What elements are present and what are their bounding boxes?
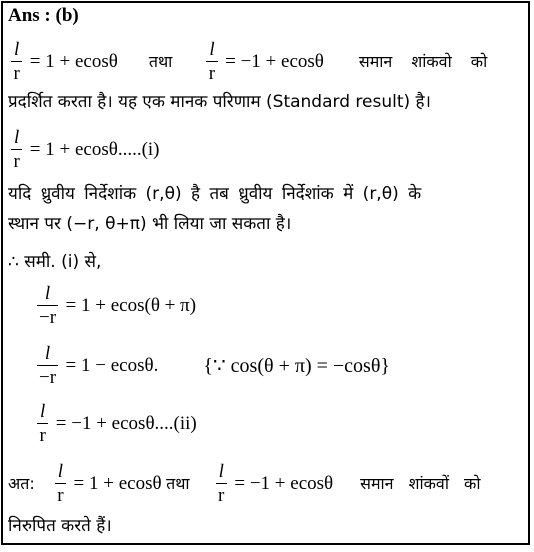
fraction-l-over-r: $\frac{l}{r}$: [216, 462, 227, 505]
therefore-line: ∴ समी. (i) से,: [8, 252, 102, 272]
fraction-l-over-minus-r: $\frac{l}{-r}$: [39, 343, 57, 389]
equation-rhs: = 1 − ecosθ.: [65, 355, 159, 377]
equation-rhs: = 1 + ecosθ: [73, 473, 162, 495]
fraction-l-over-r: $\frac{l}{r}$: [206, 40, 217, 83]
equation-rhs: = 1 + ecos(θ + π): [65, 295, 197, 317]
equation-a: [34, 284, 196, 327]
fraction-l-over-minus-r: $\frac{l}{-r}$: [39, 283, 57, 329]
conclusion-prefix: अत:: [8, 473, 35, 493]
equation-b: [34, 344, 390, 387]
fraction-l-over-r: $\frac{l}{r}$: [11, 128, 22, 171]
fraction-l-over-r: $\frac{l}{r}$: [55, 462, 66, 505]
equation-i: [8, 128, 160, 171]
equation-rhs: = 1 + ecosθ: [29, 51, 118, 73]
paragraph-line-1: यदि ध्रुवीय निर्देशांक (r,θ) है तब ध्रुवीय निर्देशांक में (r,θ) के: [8, 184, 422, 204]
equation-line-1: [8, 40, 487, 83]
equation-rhs: = 1 + ecosθ.....(i): [29, 139, 160, 161]
connector-text: तथा: [148, 51, 173, 71]
line-tail-text: समान शांकवों को: [360, 473, 481, 493]
statement-text: प्रदर्शित करता है। यह एक मानक परिणाम (Standard result) है।: [8, 92, 432, 112]
line-tail-text: समान शांकवो को: [358, 51, 488, 71]
conclusion-line: [8, 462, 481, 505]
answer-label: Ans : (b): [8, 5, 79, 26]
equation-rhs: = −1 + ecosθ: [225, 51, 324, 73]
fraction-l-over-r: $\frac{l}{r}$: [11, 40, 22, 83]
identity-note: {∵ cos(θ + π) = −cosθ}: [203, 354, 391, 377]
conclusion-line-2: निरुपित करते हैं।: [8, 516, 112, 536]
connector-text: तथा: [166, 473, 190, 493]
equation-rhs: = −1 + ecosθ....(ii): [55, 413, 197, 435]
fraction-l-over-r: $\frac{l}{r}$: [37, 402, 48, 445]
paragraph-line-2: स्थान पर (−r, θ+π) भी लिया जा सकता है।: [8, 214, 292, 234]
equation-ii: [34, 402, 197, 445]
equation-rhs: = −1 + ecosθ: [234, 473, 334, 495]
